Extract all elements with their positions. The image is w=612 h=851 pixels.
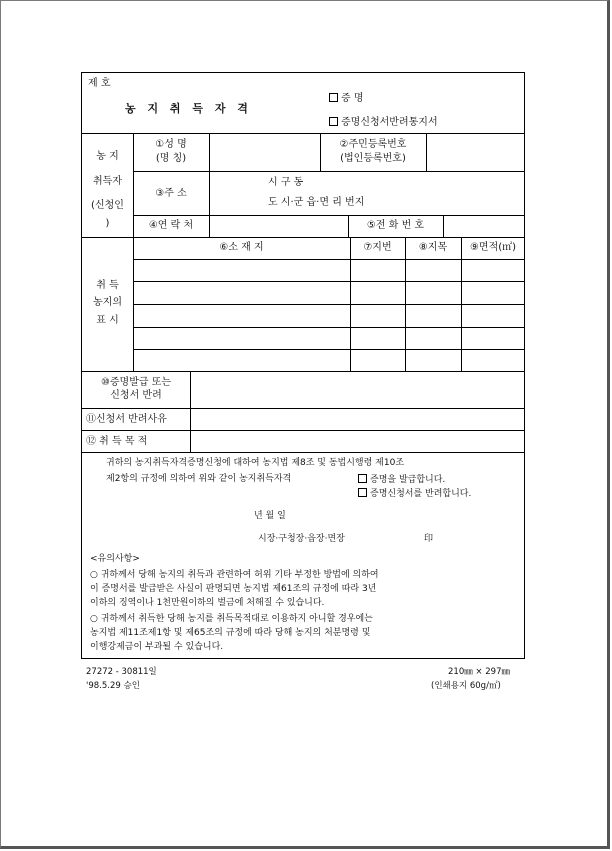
acquisition-purpose-label: ⑫ 취 득 목 적 <box>86 436 148 447</box>
registration-number-label: ②주민등록번호 <box>339 139 407 150</box>
col-divider <box>209 133 210 237</box>
applicant-section-label-4: ) <box>105 218 110 229</box>
row-divider <box>133 349 525 350</box>
col-divider <box>443 215 444 237</box>
row-divider <box>82 133 525 134</box>
contact-label: ④연 락 처 <box>148 220 194 231</box>
address-line-1: 시 구 동 <box>268 177 304 188</box>
certificate-option: 증 명 <box>329 93 364 105</box>
area-column-header: ⑨면적(㎡) <box>469 242 517 253</box>
row-divider <box>133 215 525 216</box>
farmland-qualification-form <box>81 72 525 659</box>
note-line: 농지법 제11조제1항 및 제65조의 규정에 따라 당해 농지의 처분명령 및 <box>90 628 371 638</box>
lot-number-column-header: ⑦지번 <box>363 242 392 253</box>
return-notice-option: 증명신청서반려통지서 <box>329 117 438 129</box>
document-number-label: 제 호 <box>88 78 111 89</box>
row-divider <box>133 171 525 172</box>
note-line: ○ 귀하께서 취득한 당해 농지를 취득목적대로 이용하지 아니할 경우에는 <box>90 614 373 624</box>
address-label: ③주 소 <box>155 188 187 199</box>
location-column-header: ⑥소 재 지 <box>219 242 264 253</box>
row-divider <box>133 281 525 282</box>
paper-size: 210㎜ × 297㎜ <box>448 667 510 677</box>
row-divider <box>82 237 525 238</box>
land-section-label-2: 농지의 <box>93 297 122 308</box>
note-line: 이 증명서를 발급받은 사실이 판명되면 농지법 제61조의 규정에 따라 3년 <box>90 584 377 594</box>
checkbox-icon[interactable] <box>358 474 367 483</box>
row-divider <box>133 327 525 328</box>
note-line: ○ 귀하께서 당해 농지의 취득과 관련하여 허위 기타 부정한 방법에 의하여 <box>90 570 379 580</box>
return-application-option: 증명신청서를 반려합니다. <box>358 488 471 500</box>
note-line: 이하의 징역이나 1천만원이하의 벌금에 처해질 수 있습니다. <box>90 598 325 608</box>
approval-date: '98.5.29 승인 <box>86 681 140 691</box>
form-title: 농 지 취 득 자 격 <box>125 102 252 115</box>
col-divider <box>190 371 191 452</box>
applicant-section-label-3: (신청인 <box>91 200 124 211</box>
seal-mark: 印 <box>424 534 434 544</box>
registration-number-label-sub: (법인등록번호) <box>340 153 406 164</box>
checkbox-icon[interactable] <box>329 93 338 102</box>
note-line: 이행강제금이 부과될 수 있습니다. <box>90 642 224 652</box>
notes-heading: <유의사항> <box>90 554 140 564</box>
name-label-sub: (명 칭) <box>155 153 187 164</box>
land-category-column-header: ⑧지목 <box>418 242 448 253</box>
land-section-label-3: 표 시 <box>96 315 119 326</box>
land-section-label-1: 취 득 <box>96 280 119 291</box>
issue-or-return-label: ⑩증명발급 또는 <box>100 377 172 388</box>
col-divider <box>426 133 427 171</box>
phone-label: ⑤전 화 번 호 <box>366 220 425 231</box>
issue-certificate-option: 증명을 발급합니다. <box>358 474 445 486</box>
address-line-2: 도 시·군 읍·면 리 번지 <box>268 197 365 208</box>
col-divider <box>405 237 406 371</box>
checkbox-icon[interactable] <box>358 488 367 497</box>
return-reason-label: ⑪신청서 반려사유 <box>86 414 167 425</box>
form-code: 27272 - 30811일 <box>86 667 157 677</box>
row-divider <box>133 304 525 305</box>
row-divider <box>82 452 525 453</box>
name-label: ①성 명 <box>155 139 187 150</box>
col-divider <box>350 237 351 371</box>
statement-line-2: 제2항의 규정에 의하여 위와 같이 농지취득자격 <box>106 474 292 484</box>
issuer-title: 시장·구청장·읍장·면장 <box>258 534 345 544</box>
checkbox-icon[interactable] <box>329 117 338 126</box>
issue-or-return-label-sub: 신청서 반려 <box>110 390 162 401</box>
applicant-section-label-2: 취득자 <box>93 176 122 187</box>
row-divider <box>82 371 525 372</box>
col-divider <box>461 237 462 371</box>
paper-weight: (인쇄용지 60g/㎡) <box>431 681 501 691</box>
row-divider <box>133 259 525 260</box>
applicant-section-label-1: 농 지 <box>96 151 119 162</box>
row-divider <box>82 430 525 431</box>
statement-line-1: 귀하의 농지취득자격증명신청에 대하여 농지법 제8조 및 동법시행령 제10조 <box>106 458 405 468</box>
issue-date: 년 월 일 <box>254 511 286 521</box>
row-divider <box>82 408 525 409</box>
